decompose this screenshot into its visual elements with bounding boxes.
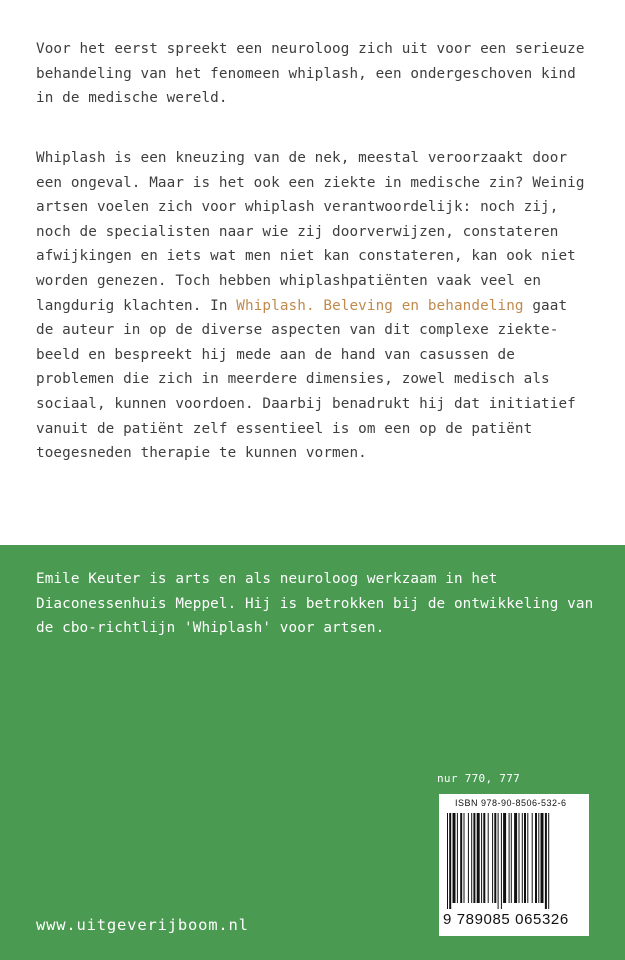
barcode-bar — [492, 813, 493, 903]
blurb-paragraph-2-start: Whiplash is een kneuzing van de nek, meestal veroorzaakt door een ongeval. Maar is het ook een ziekte in medische zin? Weinig artsen voelen zich voor whiplash verantwoordelijk: noch zij, noch de specialisten naar wie zij doorverwijzen, constateren afwijkingen en iets wat men niet kan constateren, kan ook niet worden genezen. Toch hebben whiplashpatiënten vaak veel en langdurig klachten. In — [36, 150, 585, 314]
author-bio: Emile Keuter is arts en als neuroloog werkzaam in het Diaconessenhuis Meppel. Hij is betrokken bij de ontwikkeling van de cbo-richtlijn 'Whiplash' voor artsen. — [36, 571, 594, 637]
barcode-bar — [541, 813, 544, 903]
barcode-bar — [511, 813, 512, 903]
barcode-bar — [522, 813, 523, 903]
barcode-label — [439, 794, 589, 936]
barcode-bar — [503, 813, 506, 903]
author-panel — [0, 545, 625, 960]
barcode-bar — [548, 813, 549, 909]
barcode-bar — [477, 813, 480, 903]
barcode-bar — [453, 813, 456, 903]
barcode-bar — [464, 813, 465, 903]
barcode-bar — [447, 813, 448, 909]
barcode-bar — [514, 813, 517, 903]
barcode-bar — [457, 813, 458, 903]
barcode-bar — [494, 813, 496, 903]
barcode-bar — [532, 813, 533, 903]
ean-number: 9 789085 065326 — [443, 911, 569, 928]
barcode-bar — [449, 813, 451, 909]
barcode-bar — [501, 813, 502, 909]
barcode-bar — [524, 813, 526, 903]
barcode-bar — [488, 813, 489, 903]
book-title: Whiplash. Beleving en behandeling — [236, 297, 524, 314]
barcode-bar — [538, 813, 539, 903]
barcode-bar — [473, 813, 475, 903]
barcode-bar — [483, 813, 485, 903]
isbn-text: ISBN 978-90-8506-532-6 — [455, 798, 567, 808]
barcode-bar — [545, 813, 547, 909]
blurb-paragraph-1: Voor het eerst spreekt een neuroloog zich uit voor een serieuze behandeling van het fenomeen whiplash, een ondergeschoven kind in de medische wereld. — [36, 41, 585, 107]
barcode-bar — [460, 813, 462, 903]
barcode-bar — [527, 813, 528, 903]
blurb-paragraph-2-end: gaat de auteur in op de diverse aspecten van dit complexe ziektebeeld en bespreekt hij mede aan de hand van casussen de problemen die zich in meerdere dimensies, zowel medisch als sociaal, kunnen voordoen. Daarbij benadrukt hij dat initiatief vanuit de patiënt zelf essentieel is om een op de patiënt toegesneden therapie te kunnen vormen. — [36, 297, 576, 462]
barcode-bar — [471, 813, 472, 903]
barcode-icon — [445, 813, 583, 909]
barcode-bar — [509, 813, 510, 903]
barcode-bar — [519, 813, 520, 903]
publisher-website: www.uitgeverijboom.nl — [36, 916, 249, 934]
blurb-paragraph-2 — [36, 146, 592, 466]
barcode-bar — [481, 813, 482, 903]
barcode-bar — [535, 813, 537, 903]
barcode-bar — [498, 813, 499, 909]
barcode-bar — [468, 813, 469, 903]
nur-code: nur 770, 777 — [437, 772, 521, 785]
